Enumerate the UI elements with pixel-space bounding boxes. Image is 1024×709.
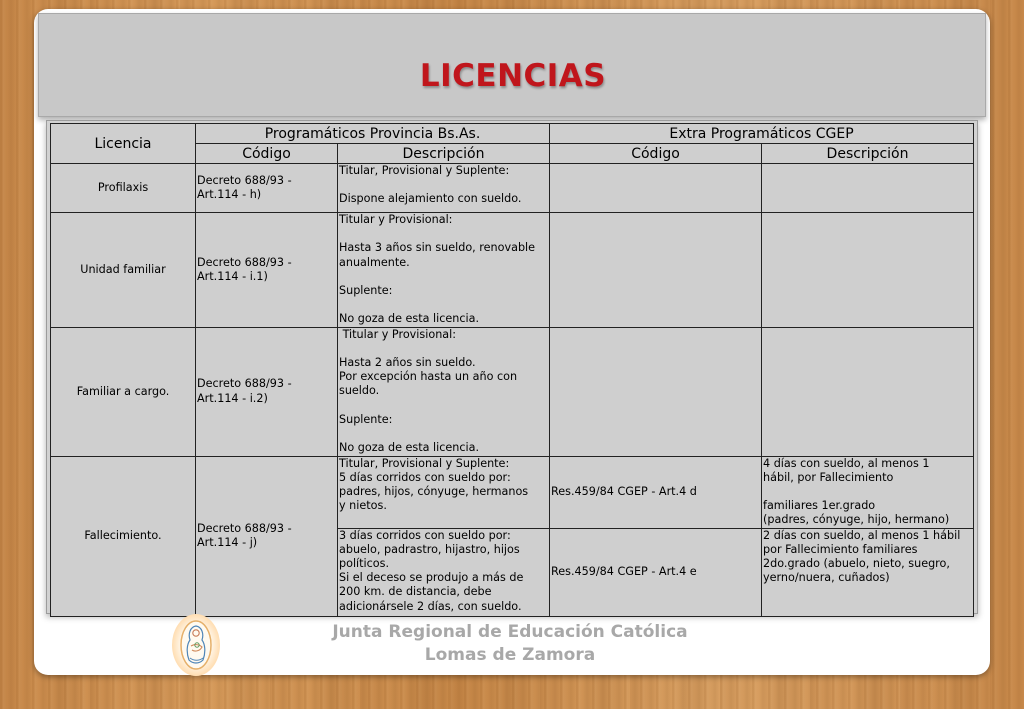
descripcion-cell: Titular y Provisional: Hasta 3 años sin sueldo, renovable anualmente. Suplente: No goza de esta licencia. [338, 213, 550, 328]
header-row-1 [51, 124, 974, 144]
header-programaticos: Programáticos Provincia Bs.As. [196, 124, 550, 144]
codigo-cell: Decreto 688/93 - Art.114 - i.1) [196, 213, 338, 328]
table-row [51, 456, 974, 528]
licencia-cell: Unidad familiar [51, 213, 196, 328]
licencia-cell: Fallecimiento. [51, 456, 196, 616]
codigo-extra-cell: Res.459/84 CGEP - Art.4 e [550, 528, 762, 616]
codigo-cell: Decreto 688/93 - Art.114 - h) [196, 164, 338, 213]
licencias-table [50, 123, 974, 617]
footer [260, 621, 760, 667]
footer-line-2: Lomas de Zamora [424, 645, 596, 665]
header-descripcion-extra: Descripción [762, 144, 974, 164]
descripcion-cell: 3 días corridos con sueldo por: abuelo, padrastro, hijastro, hijos políticos. Si el deceso se produjo a más de 200 km. de distancia, debe adicionársele 2 días, con sueldo. [338, 528, 550, 616]
header-codigo-prov: Código [196, 144, 338, 164]
descripcion-extra-cell: 2 días con sueldo, al menos 1 hábil por Fallecimiento familiares 2do.grado (abuelo, nieto, suegro, yerno/nuera, cuñados) [762, 528, 974, 616]
header-codigo-extra: Código [550, 144, 762, 164]
codigo-cell: Decreto 688/93 - Art.114 - i.2) [196, 327, 338, 456]
descripcion-extra-cell [762, 327, 974, 456]
codigo-extra-cell [550, 327, 762, 456]
header-extra-programaticos: Extra Programáticos CGEP [550, 124, 974, 144]
codigo-cell: Decreto 688/93 - Art.114 - j) [196, 456, 338, 616]
descripcion-cell: Titular, Provisional y Suplente: Dispone alejamiento con sueldo. [338, 164, 550, 213]
table-row [51, 164, 974, 213]
footer-line-1: Junta Regional de Educación Católica [332, 622, 688, 642]
codigo-extra-cell [550, 213, 762, 328]
header-licencia: Licencia [51, 124, 196, 164]
table-row [51, 327, 974, 456]
descripcion-cell: Titular, Provisional y Suplente: 5 días corridos con sueldo por: padres, hijos, cónyuge, hermanos y nietos. [338, 456, 550, 528]
title-band [38, 13, 986, 117]
licencia-cell: Profilaxis [51, 164, 196, 213]
codigo-extra-cell [550, 164, 762, 213]
header-descripcion-prov: Descripción [338, 144, 550, 164]
codigo-extra-cell: Res.459/84 CGEP - Art.4 d [550, 456, 762, 528]
descripcion-cell: Titular y Provisional: Hasta 2 años sin sueldo. Por excepción hasta un año con sueldo. Suplente: No goza de esta licencia. [338, 327, 550, 456]
descripcion-extra-cell [762, 164, 974, 213]
table-row [51, 213, 974, 328]
descripcion-extra-cell [762, 213, 974, 328]
licencia-cell: Familiar a cargo. [51, 327, 196, 456]
page-title: LICENCIAS [419, 58, 607, 94]
descripcion-extra-cell: 4 días con sueldo, al menos 1 hábil, por Fallecimiento familiares 1er.grado (padres, cónyuge, hijo, hermano) [762, 456, 974, 528]
virgin-and-child-logo-icon [172, 614, 220, 676]
